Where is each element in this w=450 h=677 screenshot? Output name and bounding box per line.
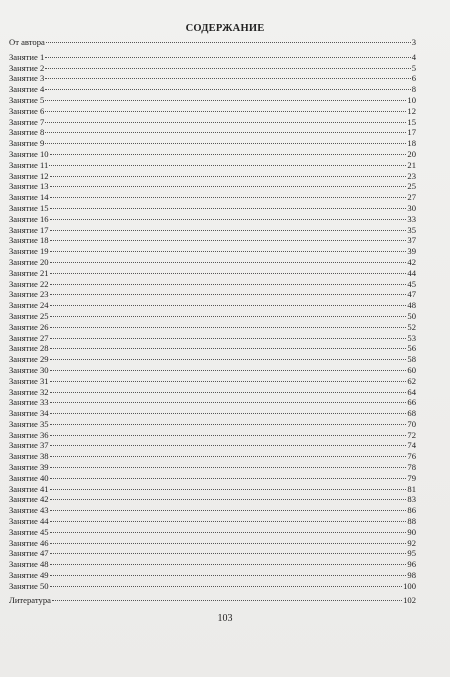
toc-entry-label: Занятие 22 <box>9 278 49 289</box>
toc-entry-page: 47 <box>407 289 416 300</box>
toc-entry-page: 21 <box>407 159 416 170</box>
dot-leader <box>46 42 411 43</box>
toc-entry <box>9 322 416 333</box>
toc-entry <box>9 127 416 138</box>
toc-entry-page: 56 <box>407 343 416 354</box>
dot-leader <box>50 381 407 382</box>
toc-entry <box>9 365 416 376</box>
toc-entry-label: Занятие 16 <box>9 213 49 224</box>
dot-leader <box>50 359 407 360</box>
toc-entry-page: 25 <box>407 181 416 192</box>
dot-leader <box>50 532 407 533</box>
toc-entry-label: Занятие 36 <box>9 429 49 440</box>
dot-leader <box>50 489 407 490</box>
toc-entry-page: 52 <box>407 321 416 332</box>
toc-entry-page: 78 <box>407 462 416 473</box>
toc-entry <box>9 279 416 290</box>
dot-leader <box>45 78 410 79</box>
toc-entry-label: Занятие 13 <box>9 181 49 192</box>
toc-entry-page: 68 <box>407 408 416 419</box>
toc-entry-label: Занятие 21 <box>9 267 49 278</box>
toc-entry-page: 6 <box>411 73 416 84</box>
toc-entry <box>9 84 416 95</box>
toc-entry-label: Занятие 8 <box>9 127 45 138</box>
toc-entry-page: 30 <box>407 202 416 213</box>
toc-entry <box>9 440 416 451</box>
toc-entry-page: 92 <box>407 537 416 548</box>
toc-entry-label: Занятие 43 <box>9 505 49 516</box>
toc-entry <box>9 160 416 171</box>
dot-leader <box>50 553 407 554</box>
toc-entry <box>9 516 416 527</box>
dot-leader <box>52 600 402 601</box>
dot-leader <box>50 230 407 231</box>
table-of-contents <box>9 37 416 605</box>
toc-entry-page: 62 <box>407 375 416 386</box>
toc-entry <box>9 300 416 311</box>
toc-entry-label: Занятие 27 <box>9 332 49 343</box>
toc-entry <box>9 63 416 74</box>
toc-entry <box>9 505 416 516</box>
toc-entry <box>9 494 416 505</box>
toc-entry <box>9 225 416 236</box>
toc-entry-label: Занятие 50 <box>9 580 49 591</box>
toc-entry-page: 102 <box>403 594 416 605</box>
toc-entry <box>9 376 416 387</box>
toc-entry <box>9 430 416 441</box>
toc-entry-label: Занятие 41 <box>9 483 49 494</box>
dot-leader <box>50 251 407 252</box>
toc-entry-page: 10 <box>407 94 416 105</box>
toc-entry <box>9 311 416 322</box>
toc-entry-page: 39 <box>407 246 416 257</box>
toc-entry-label: Занятие 35 <box>9 418 49 429</box>
toc-entry-label: Занятие 3 <box>9 73 45 84</box>
toc-entry-page: 86 <box>407 505 416 516</box>
toc-entry-page: 50 <box>407 310 416 321</box>
toc-entry <box>9 37 416 48</box>
toc-entry-page: 15 <box>407 116 416 127</box>
dot-leader <box>49 165 406 166</box>
page-title: СОДЕРЖАНИЕ <box>185 23 265 34</box>
toc-entry <box>9 484 416 495</box>
toc-entry <box>9 214 416 225</box>
toc-entry <box>9 138 416 149</box>
toc-entry <box>9 559 416 570</box>
toc-entry-page: 98 <box>407 570 416 581</box>
dot-leader <box>45 143 406 144</box>
dot-leader <box>45 68 410 69</box>
dot-leader <box>50 456 407 457</box>
toc-entry <box>9 387 416 398</box>
toc-entry-page: 8 <box>411 84 416 95</box>
toc-entry <box>9 451 416 462</box>
toc-entry <box>9 595 416 606</box>
toc-entry <box>9 192 416 203</box>
toc-entry <box>9 73 416 84</box>
toc-entry-page: 33 <box>407 213 416 224</box>
toc-entry-page: 53 <box>407 332 416 343</box>
toc-entry-label: Занятие 2 <box>9 62 45 73</box>
toc-entry-label: Занятие 39 <box>9 462 49 473</box>
toc-entry-label: Занятие 33 <box>9 397 49 408</box>
toc-entry-label: Занятие 46 <box>9 537 49 548</box>
toc-entry-label: Занятие 19 <box>9 246 49 257</box>
toc-entry-label: Занятие 28 <box>9 343 49 354</box>
dot-leader <box>45 57 410 58</box>
toc-entry-label: Занятие 40 <box>9 472 49 483</box>
dot-leader <box>50 176 407 177</box>
toc-entry-label: Занятие 31 <box>9 375 49 386</box>
dot-leader <box>45 100 406 101</box>
toc-entry-label: Занятие 42 <box>9 494 49 505</box>
dot-leader <box>50 284 407 285</box>
toc-entry <box>9 257 416 268</box>
dot-leader <box>50 499 407 500</box>
toc-entry <box>9 203 416 214</box>
toc-entry <box>9 548 416 559</box>
toc-entry-label: Занятие 10 <box>9 148 49 159</box>
toc-entry-label: Занятие 17 <box>9 224 49 235</box>
toc-entry-page: 58 <box>407 354 416 365</box>
toc-entry-label: Занятие 12 <box>9 170 49 181</box>
toc-entry-page: 95 <box>407 548 416 559</box>
toc-entry-label: Занятие 48 <box>9 559 49 570</box>
toc-entry <box>9 181 416 192</box>
dot-leader <box>45 89 410 90</box>
toc-entry <box>9 527 416 538</box>
toc-entry-label: Занятие 47 <box>9 548 49 559</box>
dot-leader <box>50 392 407 393</box>
toc-entry-label: Занятие 6 <box>9 105 45 116</box>
toc-entry-label: Занятие 4 <box>9 84 45 95</box>
toc-entry-label: Занятие 30 <box>9 364 49 375</box>
dot-leader <box>50 478 407 479</box>
toc-entry <box>9 354 416 365</box>
toc-entry-label: Занятие 23 <box>9 289 49 300</box>
dot-leader <box>50 338 407 339</box>
toc-entry <box>9 473 416 484</box>
toc-entry <box>9 570 416 581</box>
dot-leader <box>50 564 407 565</box>
toc-entry-page: 60 <box>407 364 416 375</box>
dot-leader <box>50 273 407 274</box>
toc-entry <box>9 106 416 117</box>
toc-entry-page: 18 <box>407 138 416 149</box>
dot-leader <box>50 510 407 511</box>
toc-entry-page: 37 <box>407 235 416 246</box>
dot-leader <box>50 445 407 446</box>
toc-entry-page: 70 <box>407 418 416 429</box>
dot-leader <box>50 402 407 403</box>
dot-leader <box>50 154 407 155</box>
toc-entry <box>9 343 416 354</box>
toc-entry-label: Занятие 18 <box>9 235 49 246</box>
dot-leader <box>50 348 407 349</box>
toc-entry-label: Занятие 11 <box>9 159 49 170</box>
toc-entry-page: 42 <box>407 256 416 267</box>
toc-entry-label: Занятие 9 <box>9 138 45 149</box>
toc-entry <box>9 581 416 592</box>
toc-entry-page: 44 <box>407 267 416 278</box>
dot-leader <box>50 543 407 544</box>
toc-entry-label: Занятие 25 <box>9 310 49 321</box>
toc-entry <box>9 408 416 419</box>
dot-leader <box>50 435 407 436</box>
dot-leader <box>50 575 407 576</box>
dot-leader <box>50 186 407 187</box>
toc-entry-label: Занятие 45 <box>9 526 49 537</box>
toc-entry <box>9 397 416 408</box>
toc-entry <box>9 171 416 182</box>
toc-entry <box>9 246 416 257</box>
toc-entry-page: 48 <box>407 300 416 311</box>
toc-entry-page: 4 <box>411 51 416 62</box>
dot-leader <box>45 122 406 123</box>
toc-entry-label: Занятие 26 <box>9 321 49 332</box>
dot-leader <box>50 467 407 468</box>
dot-leader <box>50 219 407 220</box>
toc-entry-page: 27 <box>407 192 416 203</box>
toc-entry-page: 90 <box>407 526 416 537</box>
toc-entry-page: 100 <box>403 580 416 591</box>
toc-entry-page: 72 <box>407 429 416 440</box>
toc-entry-label: Занятие 37 <box>9 440 49 451</box>
toc-entry <box>9 52 416 63</box>
toc-entry-label: Занятие 14 <box>9 192 49 203</box>
dot-leader <box>50 370 407 371</box>
dot-leader <box>50 262 407 263</box>
toc-entry-label: Занятие 7 <box>9 116 45 127</box>
toc-entry <box>9 95 416 106</box>
dot-leader <box>50 327 407 328</box>
toc-entry-label: От автора <box>9 37 45 47</box>
toc-entry <box>9 333 416 344</box>
toc-entry-label: Занятие 20 <box>9 256 49 267</box>
toc-entry <box>9 538 416 549</box>
dot-leader <box>50 521 407 522</box>
toc-entry-label: Занятие 44 <box>9 516 49 527</box>
toc-entry-page: 5 <box>411 62 416 73</box>
toc-entry-page: 64 <box>407 386 416 397</box>
dot-leader <box>45 111 406 112</box>
toc-entry-page: 3 <box>411 37 416 47</box>
toc-entry-page: 74 <box>407 440 416 451</box>
toc-entry <box>9 235 416 246</box>
toc-entry <box>9 462 416 473</box>
toc-entry-label: Занятие 32 <box>9 386 49 397</box>
toc-entry <box>9 117 416 128</box>
toc-entry-page: 66 <box>407 397 416 408</box>
dot-leader <box>50 208 407 209</box>
dot-leader <box>50 294 407 295</box>
toc-entry-label: Занятие 34 <box>9 408 49 419</box>
toc-entry-label: Занятие 5 <box>9 94 45 105</box>
toc-entry-label: Литература <box>9 594 51 605</box>
page-number: 103 <box>217 613 233 624</box>
toc-entry-label: Занятие 1 <box>9 51 45 62</box>
toc-entry-label: Занятие 49 <box>9 570 49 581</box>
toc-entry-page: 81 <box>407 483 416 494</box>
toc-entry <box>9 289 416 300</box>
toc-entry-page: 23 <box>407 170 416 181</box>
dot-leader <box>45 132 406 133</box>
dot-leader <box>50 197 407 198</box>
toc-entry-page: 83 <box>407 494 416 505</box>
toc-entry <box>9 268 416 279</box>
toc-entry-page: 96 <box>407 559 416 570</box>
toc-entry-page: 76 <box>407 451 416 462</box>
dot-leader <box>50 413 407 414</box>
dot-leader <box>50 305 407 306</box>
toc-entry <box>9 419 416 430</box>
toc-entry-label: Занятие 24 <box>9 300 49 311</box>
toc-entry-label: Занятие 38 <box>9 451 49 462</box>
toc-entry-label: Занятие 29 <box>9 354 49 365</box>
dot-leader <box>50 586 403 587</box>
toc-entry-page: 35 <box>407 224 416 235</box>
toc-entry-label: Занятие 15 <box>9 202 49 213</box>
toc-entry <box>9 149 416 160</box>
toc-entry-page: 79 <box>407 472 416 483</box>
toc-entry-page: 45 <box>407 278 416 289</box>
toc-entry-page: 88 <box>407 516 416 527</box>
toc-entry-page: 20 <box>407 148 416 159</box>
toc-entry-page: 12 <box>407 105 416 116</box>
dot-leader <box>50 424 407 425</box>
dot-leader <box>50 316 407 317</box>
dot-leader <box>50 240 407 241</box>
toc-entry-page: 17 <box>407 127 416 138</box>
